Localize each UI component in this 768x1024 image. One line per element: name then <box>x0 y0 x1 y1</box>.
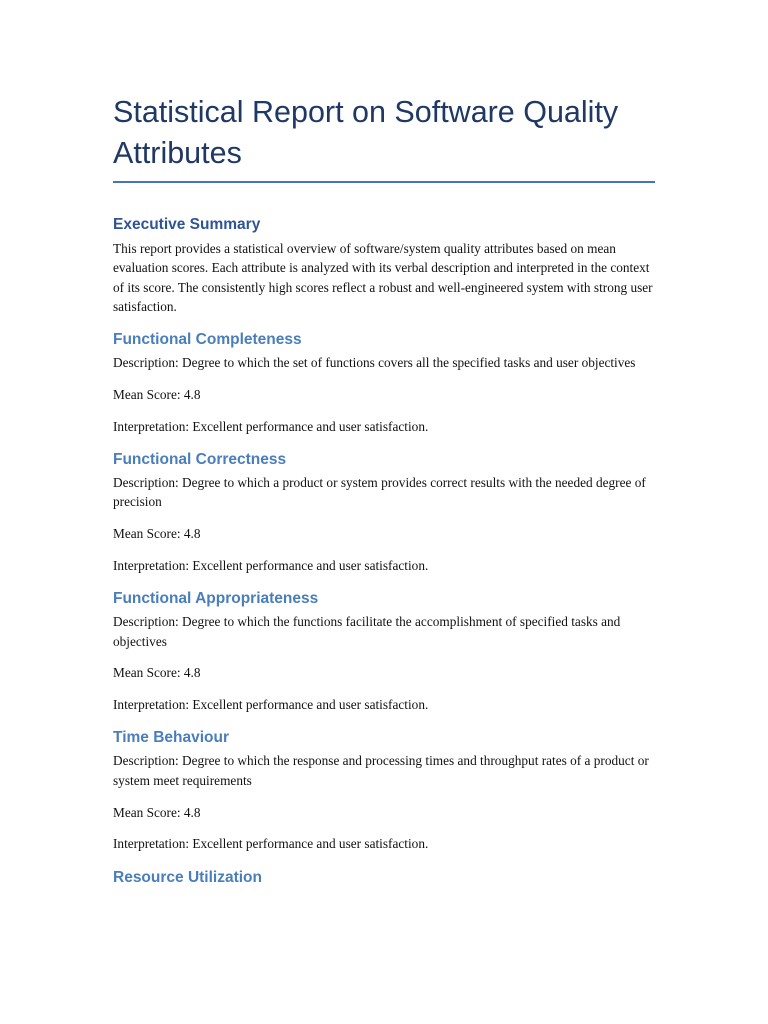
document-title: Statistical Report on Software Quality Attributes <box>113 95 619 170</box>
section-heading-functional-completeness: Functional Completeness <box>113 331 302 349</box>
section-interpretation: Interpretation: Excellent performance and user satisfaction. <box>113 557 429 573</box>
executive-summary-text: This report provides a statistical overview of software/system quality attributes based on mean evaluation scores. Each attribute is analyzed with its verbal description and interpreted in the context of its score. The consistently high scores reflect a robust and well-engineered system with strong user satisfaction. <box>113 241 653 314</box>
section-description: Description: Degree to which the functions facilitate the accomplishment of specified tasks and objectives <box>113 614 621 649</box>
section-mean-score: Mean Score: 4.8 <box>113 386 201 402</box>
section-heading-functional-appropriateness: Functional Appropriateness <box>113 590 319 608</box>
section-heading-functional-correctness: Functional Correctness <box>113 451 287 469</box>
executive-summary-heading: Executive Summary <box>113 216 261 233</box>
section-heading-resource-utilization: Resource Utilization <box>113 868 262 886</box>
section-interpretation: Interpretation: Excellent performance and user satisfaction. <box>113 836 429 852</box>
section-heading-time-behaviour: Time Behaviour <box>113 729 230 747</box>
section-interpretation: Interpretation: Excellent performance and user satisfaction. <box>113 697 429 713</box>
section-description: Description: Degree to which the set of functions covers all the specified tasks and user objectives <box>113 355 636 371</box>
section-description: Description: Degree to which a product or system provides correct results with the needed degree of precision <box>113 475 646 510</box>
section-description: Description: Degree to which the response and processing times and throughput rates of a product or system meet requirements <box>113 753 649 788</box>
section-interpretation: Interpretation: Excellent performance and user satisfaction. <box>113 418 429 434</box>
document-page <box>113 92 655 891</box>
section-mean-score: Mean Score: 4.8 <box>113 665 201 681</box>
section-mean-score: Mean Score: 4.8 <box>113 804 201 820</box>
section-mean-score: Mean Score: 4.8 <box>113 526 201 542</box>
title-underline <box>113 181 655 183</box>
